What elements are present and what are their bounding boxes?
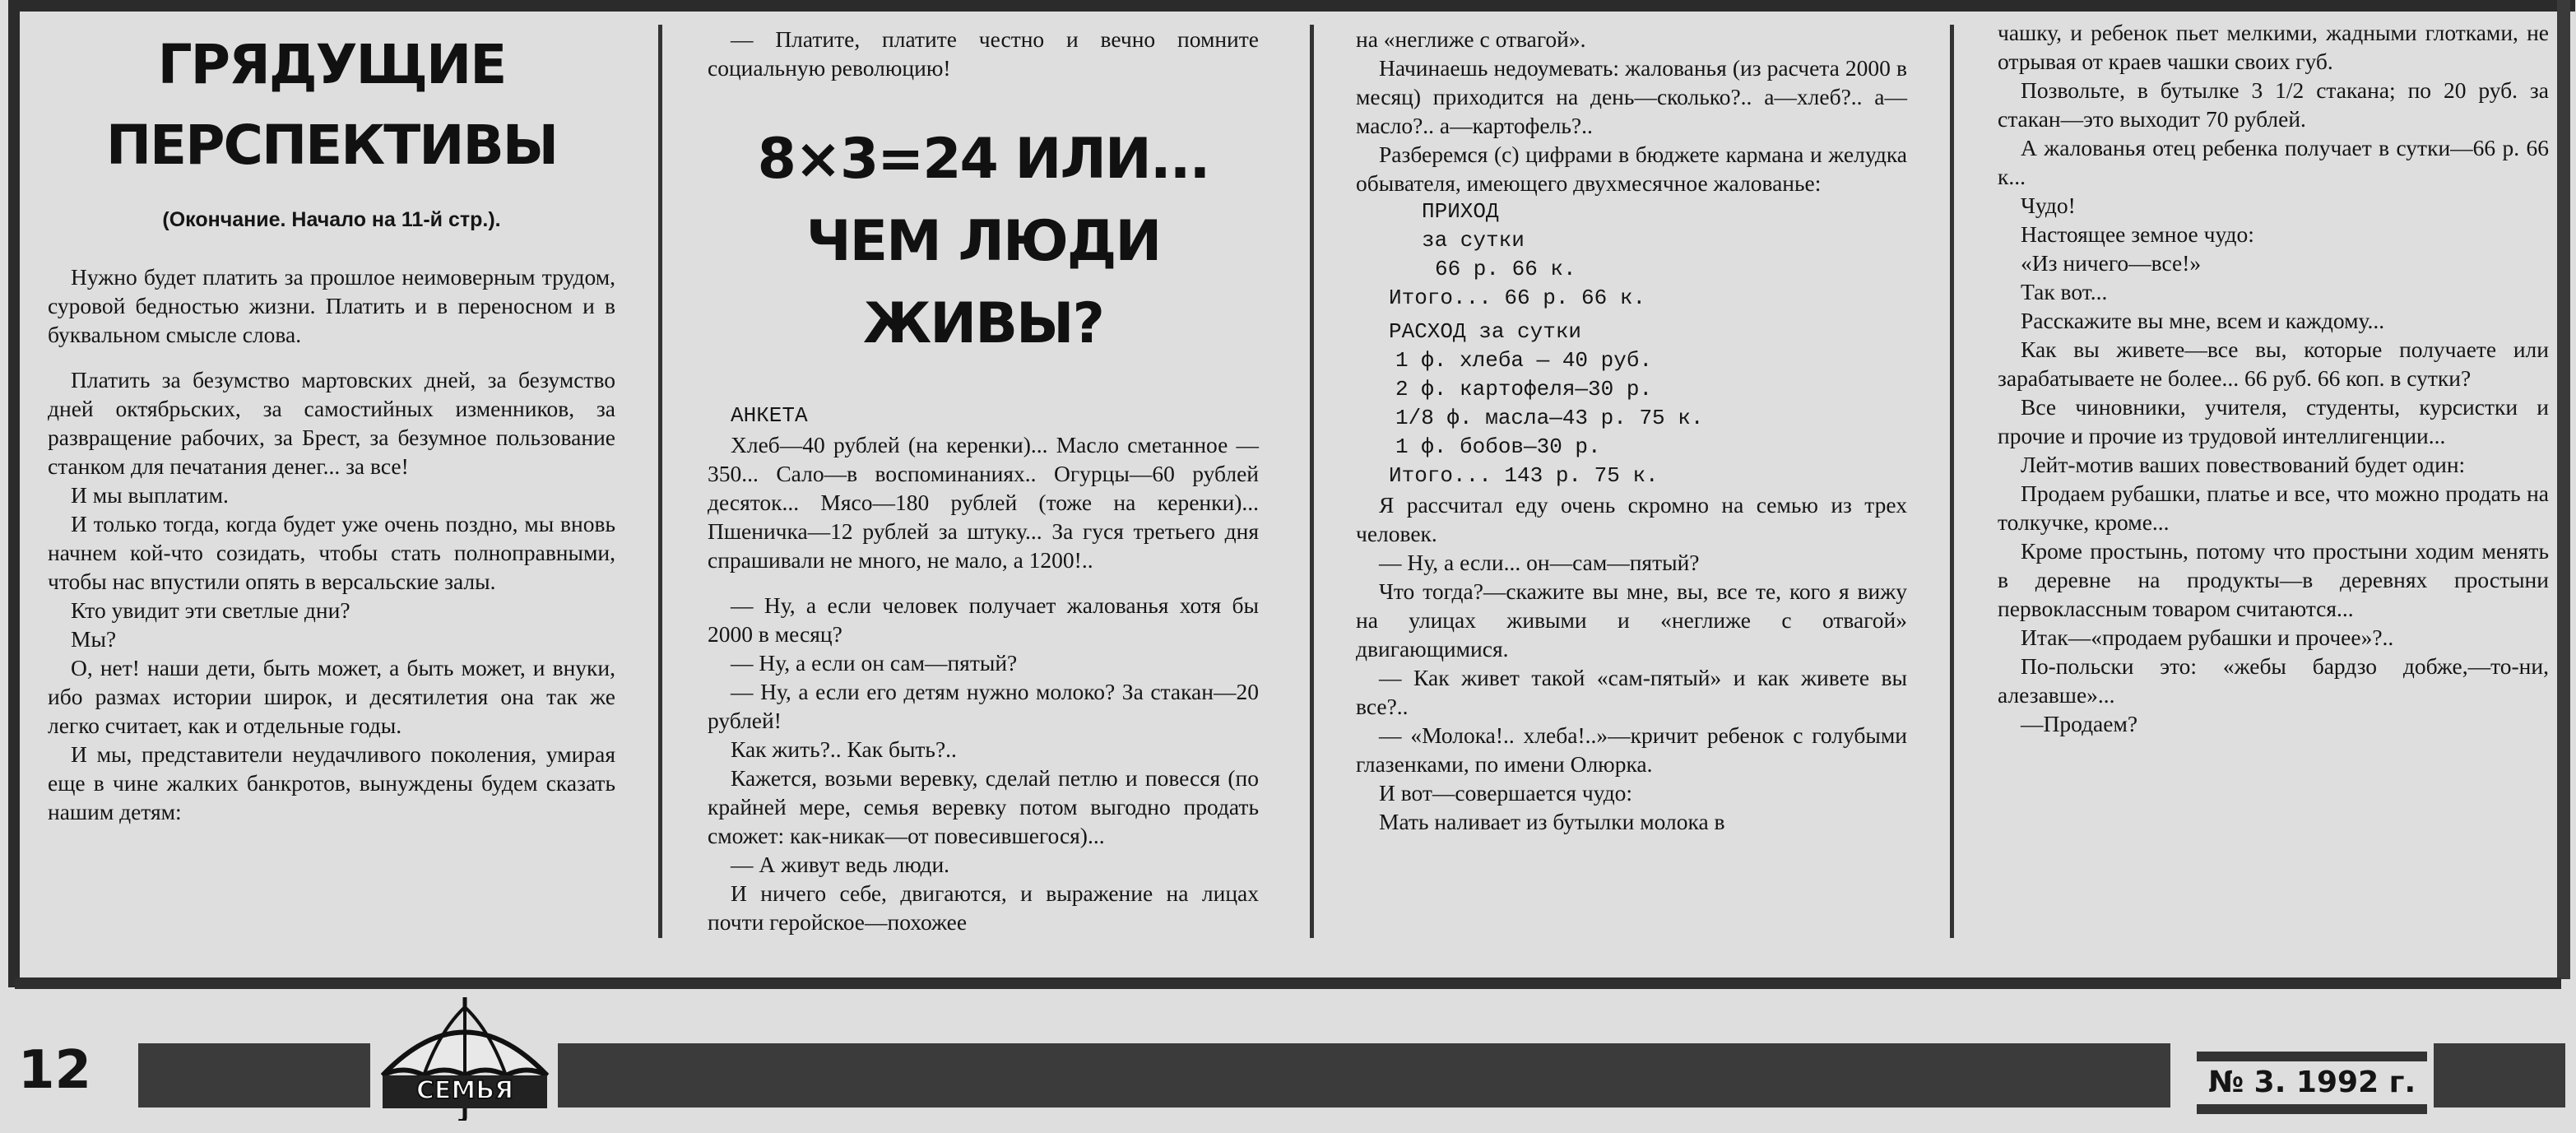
paragraph: на «неглиже с отвагой». <box>1356 26 1586 52</box>
expense-item: 1/8 ф. масла—43 р. 75 к. <box>1395 406 1704 430</box>
paragraph: Нужно будет платить за прошлое неимоверным трудом, суровой бедностью жизни. Платить и в переносном и в буквальном смысле слова. <box>48 264 615 347</box>
expense-item: 2 ф. картофеля—30 р. <box>1395 377 1653 402</box>
paragraph: Кроме простынь, потому что простыни ходим менять в деревне на продукты—в деревнях простыни первоклассным товаром считаются... <box>1998 538 2549 621</box>
paragraph: Продаем рубашки, платье и все, что можно продать на толкучке, кроме... <box>1998 481 2549 535</box>
paragraph: Я рассчитал еду очень скромно на семью из трех человек. <box>1356 492 1907 546</box>
article-two-headline-line-2: ЧЕМ ЛЮДИ ЖИВЫ? <box>805 209 1161 356</box>
article-one-headline-line-2: ПЕРСПЕКТИВЫ <box>105 114 558 177</box>
paragraph: Итак—«продаем рубашки и прочее»?.. <box>2021 625 2394 650</box>
paragraph: Все чиновники, учителя, студенты, курсистки и прочие и прочие из трудовой интеллигенции... <box>1998 394 2549 448</box>
paragraph: Кажется, возьми веревку, сделай петлю и повесся (по крайней мере, семья веревку потом выгодно продать сможет: как-никак—от повесившегося)... <box>708 765 1259 848</box>
intro-paragraph: — Платите, платите честно и вечно помните социальную революцию! <box>708 26 1259 81</box>
expense-item: 1 ф. бобов—30 р. <box>1395 434 1601 459</box>
paragraph: Хлеб—40 рублей (на керенки)... Масло сметанное — 350... Сало—в воспоминаниях.. Огурцы—60 рублей десяток... Мясо—180 рублей (тоже на керенки)... Пшеничка—12 рублей за штуку... За гуся третьего дня спрашивали не много, не мало, а 1200!.. <box>708 432 1259 573</box>
paragraph: —Продаем? <box>2021 711 2138 736</box>
paragraph: Платить за безумство мартовских дней, за безумство дней октябрьских, за самостийных изменников, за развращение рабочих, за Брест, за безумное пользование станком для печатания денег... за все! <box>48 367 615 479</box>
expense-label: РАСХОД за сутки <box>1389 319 1582 344</box>
paragraph: Позвольте, в бутылке 3 1/2 стакана; по 20 руб. за стакан—это выходит 70 рублей. <box>1998 77 2549 132</box>
column-2 <box>708 25 1259 936</box>
expense-total: Итого... 143 р. 75 к. <box>1389 463 1659 488</box>
paragraph: — «Молока!.. хлеба!..»—кричит ребенок с голубыми глазенками, по имени Олюрка. <box>1356 722 1907 777</box>
paragraph: Расскажите вы мне, всем и каждому... <box>2021 308 2385 333</box>
paragraph: — Ну, а если он сам—пятый? <box>731 650 1018 676</box>
paragraph: Мать наливает из бутылки молока в <box>1379 809 1725 834</box>
bottom-rule <box>15 977 2561 989</box>
paragraph: И только тогда, когда будет уже очень поздно, мы вновь начнем кой-что созидать, чтобы стать полноправными, чтобы нас впустили опять в версальские залы. <box>48 511 615 594</box>
column-3 <box>1356 25 1907 836</box>
paragraph: Мы? <box>71 626 117 652</box>
paragraph: А жалованья отец ребенка получает в сутки—66 р. 66 к... <box>1998 135 2549 189</box>
column-1 <box>48 25 615 826</box>
paragraph: Что тогда?—скажите вы мне, вы, все те, кого я вижу на улицах живыми и «неглиже с отвагой» двигающимися. <box>1356 578 1907 662</box>
continuation-note: (Окончание. Начало на 11-й стр.). <box>162 208 501 231</box>
logo-text: СЕМЬЯ <box>415 1076 514 1105</box>
page-number: 12 <box>18 1040 92 1101</box>
paragraph: Чудо! <box>2021 193 2076 218</box>
semya-logo <box>374 997 555 1121</box>
paragraph: И мы выплатим. <box>71 482 229 508</box>
article-two-headline-line-1: 8×3=24 ИЛИ... <box>757 127 1209 192</box>
paragraph: — А живут ведь люди. <box>731 852 950 877</box>
paragraph: О, нет! наши дети, быть может, а быть может, и внуки, ибо размах истории широк, и десятилетия она так же легко считает, как и отдельные годы. <box>48 655 615 738</box>
top-rule <box>8 0 2575 12</box>
paragraph: — Ну, а если человек получает жалованья хотя бы 2000 в месяц? <box>708 592 1259 647</box>
paragraph: Начинаешь недоумевать: жалованья (из расчета 2000 в месяц) приходится на день—сколько?.. а—хлеб?.. а—масло?.. а—картофель?.. <box>1356 55 1907 138</box>
paragraph: Лейт-мотив ваших повествований будет один: <box>2021 452 2466 477</box>
income-total: Итого... 66 р. 66 к. <box>1389 286 1646 310</box>
column-divider <box>1310 25 1314 938</box>
paragraph: Настоящее земное чудо: <box>2021 221 2254 247</box>
footer-bar <box>558 1043 2170 1107</box>
paragraph: И мы, представители неудачливого поколения, умирая еще в чине жалких банкротов, вынуждены будем сказать нашим детям: <box>48 741 615 824</box>
paragraph: — Ну, а если его детям нужно молоко? За стакан—20 рублей! <box>708 679 1259 733</box>
paragraph: И ничего себе, двигаются, и выражение на лицах почти геройское—похожее <box>708 880 1259 935</box>
paragraph: Как вы живете—все вы, которые получаете или зарабатываете не более... 66 руб. 66 коп. в сутки? <box>1998 337 2549 391</box>
paragraph: Как жить?.. Как быть?.. <box>731 736 957 762</box>
column-4 <box>1998 18 2549 738</box>
paragraph: «Из ничего—все!» <box>2021 250 2202 276</box>
footer-bar <box>138 1043 370 1107</box>
paragraph: По-польски это: «жебы бардзо добже,—то-ни, алезавше»... <box>1998 653 2549 708</box>
issue-number: № 3. 1992 г. <box>2197 1052 2427 1114</box>
article-one-headline-line-1: ГРЯДУЩИЕ <box>157 33 506 96</box>
budget-table <box>1389 197 1907 490</box>
left-rule <box>8 0 20 987</box>
income-label: ПРИХОД <box>1422 199 1499 224</box>
paragraph: — Ну, а если... он—сам—пятый? <box>1379 550 1700 575</box>
questionnaire-label: АНКЕТА <box>731 403 808 428</box>
paragraph: чашку, и ребенок пьет мелкими, жадными глотками, не отрывая от краев чашки своих губ. <box>1998 20 2549 74</box>
income-amount: 66 р. 66 к. <box>1435 257 1576 281</box>
right-rule <box>2557 0 2570 979</box>
paragraph: — Как живет такой «сам-пятый» и как живете вы все?.. <box>1356 665 1907 719</box>
column-divider <box>658 25 662 938</box>
income-period: за сутки <box>1422 228 1525 253</box>
paragraph: Разберемся (с) цифрами в бюджете кармана и желудка обывателя, имеющего двухмесячное жалованье: <box>1356 142 1907 196</box>
expense-item: 1 ф. хлеба — 40 руб. <box>1395 348 1653 373</box>
column-divider <box>1950 25 1954 938</box>
paragraph: Так вот... <box>2021 279 2108 304</box>
paragraph: И вот—совершается чудо: <box>1379 780 1633 806</box>
paragraph: Кто увидит эти светлые дни? <box>71 597 350 623</box>
footer-bar <box>2434 1043 2565 1107</box>
